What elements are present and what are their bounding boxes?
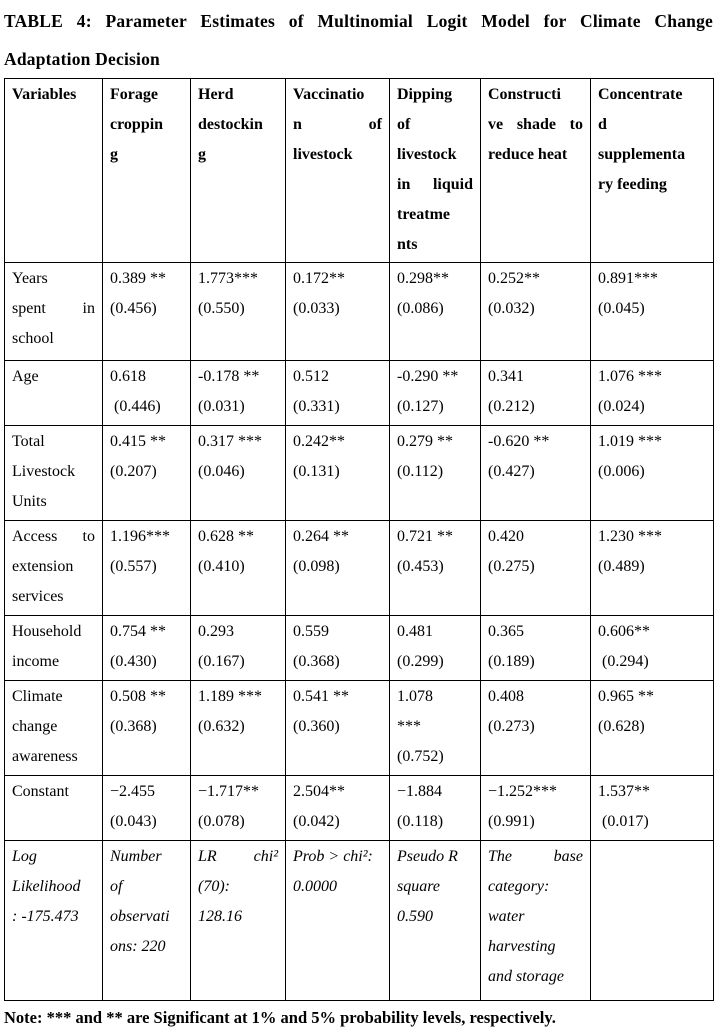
cell-line: Variables (12, 86, 77, 103)
cell-line: (0.446) (110, 398, 161, 415)
estimate-cell (591, 263, 714, 361)
cell-line: (0.046) (198, 463, 245, 480)
cell-line: (0.033) (293, 300, 340, 317)
cell-line: (0.167) (198, 653, 245, 670)
cell-line: Access to (12, 528, 95, 545)
cell-line: 0.628 ** (198, 528, 254, 545)
cell-line: 0.965 ** (598, 688, 654, 705)
cell-line: extension (12, 558, 74, 575)
cell-line: n of (293, 116, 382, 133)
column-header-cell (390, 79, 481, 263)
cell-line: Constructi (488, 86, 561, 103)
cell-line: (0.031) (198, 398, 245, 415)
cell-line: 1.773*** (198, 270, 258, 287)
cell-line: 1.196*** (110, 528, 170, 545)
column-header-cell (481, 79, 591, 263)
cell-line: change (12, 718, 58, 735)
cell-line: Concentrate (598, 86, 683, 103)
cell-line: 2.504** (293, 783, 345, 800)
cell-line: (0.632) (198, 718, 245, 735)
cell-line: services (12, 588, 64, 605)
cell-line: water (488, 908, 525, 925)
estimate-cell (191, 361, 286, 426)
cell-line: 0.365 (488, 623, 524, 640)
cell-line: category: (488, 878, 550, 895)
cell-line: ons: 220 (110, 938, 166, 955)
parameter-estimates-table (4, 78, 714, 1001)
model-statistic-cell (103, 841, 191, 1001)
cell-line: 0.618 (110, 368, 146, 385)
table-row (5, 521, 714, 616)
cell-line: (70): (198, 878, 230, 895)
cell-line: 0.512 (293, 368, 329, 385)
cell-line: The base (488, 848, 583, 865)
estimate-cell (286, 616, 390, 681)
cell-line: 0.317 *** (198, 433, 262, 450)
model-statistic-cell (286, 841, 390, 1001)
header-row (5, 79, 714, 263)
variable-name-cell (5, 616, 103, 681)
cell-line: 0.298** (397, 270, 449, 287)
estimate-cell (481, 521, 591, 616)
cell-line: 1.076 *** (598, 368, 662, 385)
table-title (4, 2, 713, 78)
estimate-cell (286, 263, 390, 361)
estimate-cell (591, 521, 714, 616)
table-row (5, 776, 714, 841)
cell-line: 0.590 (397, 908, 433, 925)
model-statistic-cell (481, 841, 591, 1001)
cell-line: (0.189) (488, 653, 535, 670)
estimate-cell (591, 776, 714, 841)
cell-line: 0.481 (397, 623, 433, 640)
cell-line: Years (12, 270, 48, 287)
estimate-cell (591, 616, 714, 681)
cell-line: -0.290 ** (397, 368, 459, 385)
cell-line: (0.207) (110, 463, 157, 480)
cell-line: livestock (293, 146, 353, 163)
estimate-cell (286, 426, 390, 521)
cell-line: −2.455 (110, 783, 156, 800)
cell-line: −1.717** (198, 783, 260, 800)
cell-line: (0.360) (293, 718, 340, 735)
cell-line: (0.045) (598, 300, 645, 317)
cell-line: Forage (110, 86, 158, 103)
estimate-cell (103, 521, 191, 616)
estimate-cell (191, 521, 286, 616)
significance-note: Note: *** and ** are Significant at 1% and 5% probability levels, respectively. (4, 1008, 556, 1027)
cell-line: *** (397, 718, 421, 735)
cell-line: (0.212) (488, 398, 535, 415)
cell-line: 0.891*** (598, 270, 658, 287)
cell-line: Livestock (12, 463, 76, 480)
table-row (5, 361, 714, 426)
cell-line: of (397, 116, 411, 133)
cell-line: g (198, 146, 206, 163)
estimate-cell (191, 681, 286, 776)
variable-name-cell (5, 361, 103, 426)
cell-line: (0.427) (488, 463, 535, 480)
estimate-cell (390, 616, 481, 681)
cell-line: 0.242** (293, 433, 345, 450)
cell-line: 0.721 ** (397, 528, 453, 545)
cell-line: (0.024) (598, 398, 645, 415)
cell-line: (0.991) (488, 813, 535, 830)
estimate-cell (390, 426, 481, 521)
cell-line: 1.019 *** (598, 433, 662, 450)
cell-line: (0.331) (293, 398, 340, 415)
variable-name-cell (5, 521, 103, 616)
cell-line: (0.127) (397, 398, 444, 415)
column-header-cell (591, 79, 714, 263)
cell-line: square (397, 878, 440, 895)
cell-line: Prob > chi²: (293, 848, 373, 865)
cell-line: 1.078 (397, 688, 433, 705)
cell-line: treatme (397, 206, 450, 223)
cell-line: (0.112) (397, 463, 444, 480)
estimate-cell (481, 681, 591, 776)
cell-line: harvesting (488, 938, 556, 955)
estimate-cell (390, 681, 481, 776)
cell-line: spent in (12, 300, 95, 317)
estimate-cell (191, 776, 286, 841)
cell-line: Herd (198, 86, 234, 103)
estimate-cell (390, 263, 481, 361)
cell-line: (0.006) (598, 463, 645, 480)
cell-line: (0.430) (110, 653, 157, 670)
cell-line: g (110, 146, 118, 163)
cell-line: Constant (12, 783, 69, 800)
estimate-cell (103, 681, 191, 776)
table-row (5, 426, 714, 521)
cell-line: (0.086) (397, 300, 444, 317)
cell-line: Household (12, 623, 82, 640)
cell-line: (0.294) (598, 653, 649, 670)
cell-line: -0.620 ** (488, 433, 550, 450)
estimate-cell (191, 263, 286, 361)
cell-line: 0.0000 (293, 878, 337, 895)
estimate-cell (286, 681, 390, 776)
cell-line: livestock (397, 146, 457, 163)
cell-line: Likelihood (12, 878, 81, 895)
cell-line: awareness (12, 748, 78, 765)
cell-line: (0.489) (598, 558, 645, 575)
cell-line: (0.131) (293, 463, 340, 480)
model-statistic-cell (390, 841, 481, 1001)
table-title-line-1: TABLE 4: Parameter Estimates of Multinomial Logit Model for Climate Change (4, 11, 713, 31)
cell-line: and storage (488, 968, 564, 985)
cell-line: 128.16 (198, 908, 242, 925)
cell-line: in liquid (397, 176, 473, 193)
estimate-cell (103, 616, 191, 681)
column-header-cell (286, 79, 390, 263)
estimate-cell (481, 263, 591, 361)
cell-line: 0.508 ** (110, 688, 166, 705)
estimate-cell (191, 616, 286, 681)
cell-line: 0.559 (293, 623, 329, 640)
cell-line: observati (110, 908, 170, 925)
cell-line: (0.550) (198, 300, 245, 317)
variable-name-cell (5, 776, 103, 841)
estimate-cell (390, 521, 481, 616)
cell-line: 0.754 ** (110, 623, 166, 640)
cell-line: 1.230 *** (598, 528, 662, 545)
cell-line: (0.042) (293, 813, 340, 830)
cell-line: (0.118) (397, 813, 444, 830)
cell-line: ve shade to (488, 116, 583, 133)
cell-line: nts (397, 236, 418, 253)
cell-line: (0.017) (598, 813, 649, 830)
cell-line: 0.279 ** (397, 433, 453, 450)
cell-line: 0.389 ** (110, 270, 166, 287)
cell-line: (0.299) (397, 653, 444, 670)
cell-line: (0.275) (488, 558, 535, 575)
estimate-cell (481, 426, 591, 521)
model-statistics-row (5, 841, 714, 1001)
variable-name-cell (5, 426, 103, 521)
cell-line: 0.541 ** (293, 688, 349, 705)
cell-line: (0.368) (110, 718, 157, 735)
cell-line: 1.537** (598, 783, 650, 800)
estimate-cell (286, 361, 390, 426)
cell-line: Dipping (397, 86, 453, 103)
column-header-cell (103, 79, 191, 263)
model-statistic-cell (591, 841, 714, 1001)
cell-line: (0.628) (598, 718, 645, 735)
estimate-cell (390, 776, 481, 841)
cell-line: Total (12, 433, 45, 450)
cell-line: 0.172** (293, 270, 345, 287)
cell-line: -0.178 ** (198, 368, 260, 385)
cell-line: 0.264 ** (293, 528, 349, 545)
cell-line: Number (110, 848, 162, 865)
estimate-cell (103, 263, 191, 361)
cell-line: LR chi² (198, 848, 278, 865)
cell-line: (0.453) (397, 558, 444, 575)
cell-line: (0.456) (110, 300, 157, 317)
cell-line: 0.606** (598, 623, 650, 640)
cell-line: (0.032) (488, 300, 535, 317)
table-row (5, 681, 714, 776)
table-row (5, 616, 714, 681)
model-statistic-cell (191, 841, 286, 1001)
variable-name-cell (5, 681, 103, 776)
estimate-cell (481, 361, 591, 426)
estimate-cell (286, 776, 390, 841)
column-header-cell (5, 79, 103, 263)
estimate-cell (591, 681, 714, 776)
cell-line: 0.252** (488, 270, 540, 287)
estimate-cell (286, 521, 390, 616)
cell-line: d (598, 116, 607, 133)
estimate-cell (591, 361, 714, 426)
cell-line: of (110, 878, 123, 895)
cell-line: −1.252*** (488, 783, 558, 800)
estimate-cell (390, 361, 481, 426)
column-header-cell (191, 79, 286, 263)
cell-line: : -175.473 (12, 908, 79, 925)
cell-line: 0.408 (488, 688, 524, 705)
cell-line: reduce heat (488, 146, 568, 163)
estimate-cell (481, 616, 591, 681)
cell-line: (0.368) (293, 653, 340, 670)
cell-line: Vaccinatio (293, 86, 365, 103)
cell-line: croppin (110, 116, 164, 133)
cell-line: income (12, 653, 60, 670)
cell-line: (0.752) (397, 748, 444, 765)
model-statistic-cell (5, 841, 103, 1001)
estimate-cell (481, 776, 591, 841)
cell-line: (0.410) (198, 558, 245, 575)
cell-line: supplementa (598, 146, 686, 163)
cell-line: destockin (198, 116, 263, 133)
cell-line: (0.098) (293, 558, 340, 575)
cell-line: Units (12, 493, 47, 510)
cell-line: ry feeding (598, 176, 667, 193)
cell-line: 1.189 *** (198, 688, 262, 705)
cell-line: 0.341 (488, 368, 524, 385)
cell-line: −1.884 (397, 783, 443, 800)
estimate-cell (591, 426, 714, 521)
variable-name-cell (5, 263, 103, 361)
estimate-cell (191, 426, 286, 521)
cell-line: (0.078) (198, 813, 245, 830)
cell-line: 0.415 ** (110, 433, 166, 450)
cell-line: Pseudo R (397, 848, 458, 865)
cell-line: 0.293 (198, 623, 234, 640)
cell-line: 0.420 (488, 528, 524, 545)
cell-line: Climate (12, 688, 63, 705)
cell-line: Age (12, 368, 39, 385)
cell-line: (0.557) (110, 558, 157, 575)
cell-line: (0.043) (110, 813, 157, 830)
estimate-cell (103, 426, 191, 521)
cell-line: school (12, 330, 54, 347)
estimate-cell (103, 361, 191, 426)
cell-line: Log (12, 848, 37, 865)
table-title-line-2: Adaptation Decision (4, 49, 160, 69)
cell-line: (0.273) (488, 718, 535, 735)
estimate-cell (103, 776, 191, 841)
table-row (5, 263, 714, 361)
